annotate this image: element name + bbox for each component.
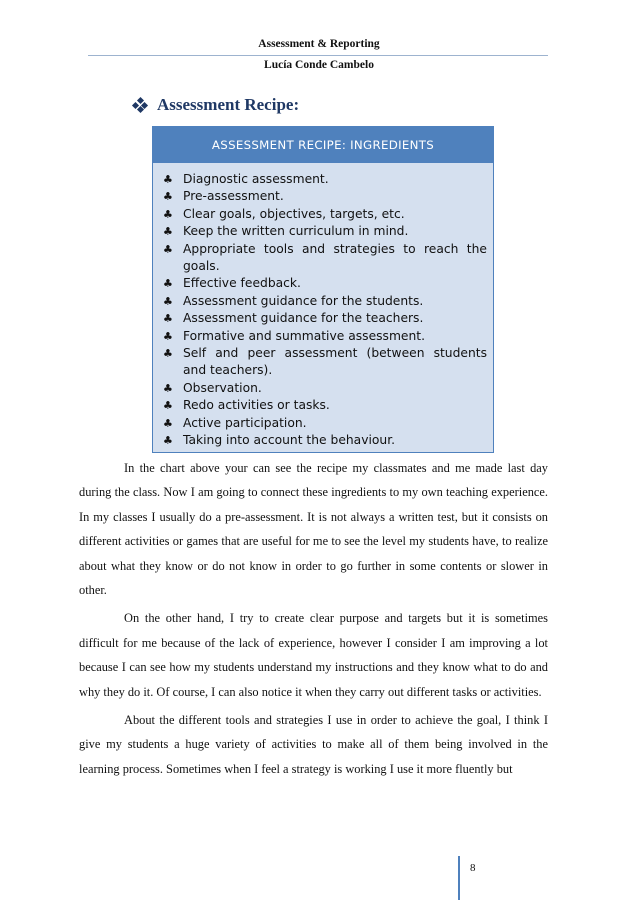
club-suit-icon: ♣ bbox=[163, 381, 173, 395]
ingredient-item bbox=[163, 432, 487, 449]
ingredient-text: Assessment guidance for the teachers. bbox=[183, 311, 424, 326]
club-suit-icon: ♣ bbox=[163, 225, 173, 239]
ingredient-text: Pre-assessment. bbox=[183, 189, 284, 204]
ingredient-list bbox=[153, 163, 493, 450]
ingredient-text: Redo activities or tasks. bbox=[183, 398, 330, 413]
ingredient-text: Appropriate tools and strategies to reach the goals. bbox=[183, 241, 487, 274]
ingredient-text: Formative and summative assessment. bbox=[183, 328, 426, 343]
ingredient-text: Active participation. bbox=[183, 415, 307, 430]
club-suit-icon: ♣ bbox=[163, 173, 173, 186]
page-number: 8 bbox=[458, 856, 476, 900]
ingredient-item bbox=[163, 241, 487, 276]
ingredient-item bbox=[163, 380, 487, 397]
ingredient-text: Clear goals, objectives, targets, etc. bbox=[183, 206, 405, 221]
ingredient-item bbox=[163, 206, 487, 223]
club-suit-icon: ♣ bbox=[163, 434, 173, 448]
ingredient-item bbox=[163, 223, 487, 240]
ingredient-text: Self and peer assessment (between students and teachers). bbox=[183, 346, 487, 378]
club-suit-icon: ♣ bbox=[163, 294, 173, 308]
header-author: Lucía Conde Cambelo bbox=[264, 59, 374, 71]
ingredient-text: Diagnostic assessment. bbox=[183, 172, 329, 186]
recipe-table bbox=[152, 126, 494, 453]
ingredient-item bbox=[163, 188, 487, 205]
club-suit-icon: ♣ bbox=[163, 416, 173, 430]
recipe-table-header: ASSESSMENT RECIPE: INGREDIENTS bbox=[153, 127, 493, 163]
ingredient-item bbox=[163, 310, 487, 327]
club-suit-icon: ♣ bbox=[163, 190, 173, 204]
section-heading-text: Assessment Recipe: bbox=[157, 95, 300, 114]
club-suit-icon: ♣ bbox=[163, 242, 173, 256]
club-suit-icon: ♣ bbox=[163, 329, 173, 343]
ingredient-text: Assessment guidance for the students. bbox=[183, 293, 424, 308]
ingredient-item bbox=[163, 415, 487, 432]
paragraph: About the different tools and strategies I use in order to achieve the goal, I think I give my students a huge variety of activities to make all of them being involved in the learning process. Sometimes when I feel a strategy is working I use it more fluently but bbox=[79, 713, 548, 776]
ingredient-item bbox=[163, 328, 487, 345]
ingredient-text: Observation. bbox=[183, 380, 262, 395]
page-header bbox=[0, 34, 638, 71]
section-heading bbox=[133, 95, 299, 115]
body-text bbox=[79, 456, 548, 785]
ingredient-item bbox=[163, 171, 487, 188]
ingredient-text: Keep the written curriculum in mind. bbox=[183, 224, 409, 239]
diamond-bullet-icon bbox=[133, 98, 147, 112]
header-title: Assessment & Reporting bbox=[258, 38, 380, 50]
club-suit-icon: ♣ bbox=[163, 347, 173, 361]
paragraph: In the chart above your can see the recipe my classmates and me made last day during the class. Now I am going to connect these ingredients to my own teaching experience. In my classes I usually do a pre-assessment. It is not always a written test, but it consists on different activities or games that are useful for me to see the level my students have, to realize about what they know or do not know in order to go further in some contents or slower in other. bbox=[79, 461, 548, 598]
ingredient-item bbox=[163, 275, 487, 292]
ingredient-item bbox=[163, 345, 487, 380]
club-suit-icon: ♣ bbox=[163, 207, 173, 221]
club-suit-icon: ♣ bbox=[163, 277, 173, 291]
ingredient-text: Effective feedback. bbox=[183, 276, 301, 291]
club-suit-icon: ♣ bbox=[163, 399, 173, 413]
ingredient-text: Taking into account the behaviour. bbox=[183, 433, 396, 448]
club-suit-icon: ♣ bbox=[163, 312, 173, 326]
paragraph: On the other hand, I try to create clear purpose and targets but it is sometimes difficult for me because of the lack of experience, however I consider I am improving a lot because I can see how my students understand my instructions and they know what to do and why they do it. Of course, I can also notice it when they carry out different tasks or activities. bbox=[79, 611, 548, 699]
ingredient-item bbox=[163, 293, 487, 310]
ingredient-item bbox=[163, 397, 487, 414]
